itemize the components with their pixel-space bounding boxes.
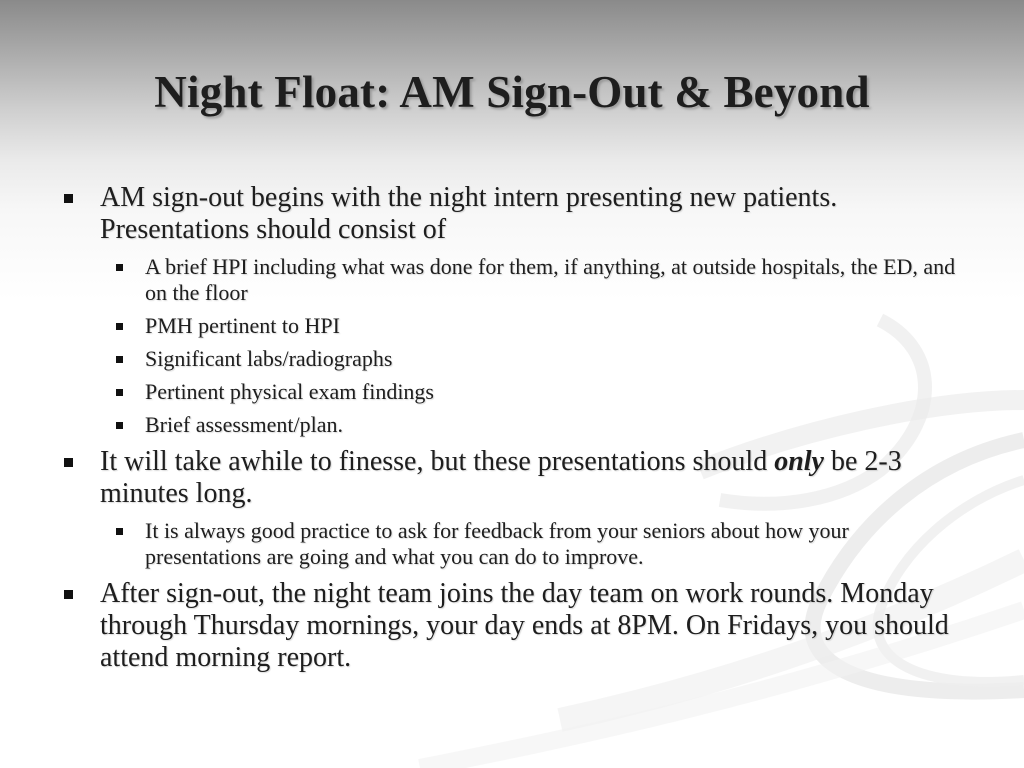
slide-body [60,182,960,682]
sub-bullet-item [100,346,960,372]
bullet-item [60,578,960,674]
square-bullet-icon [64,590,73,599]
bullet-item [60,446,960,570]
square-bullet-icon [64,458,73,467]
bullet-item [60,182,960,438]
sub-bullet-text: Pertinent physical exam findings [145,379,434,404]
sub-bullet-item [100,518,960,570]
square-bullet-icon [64,194,73,203]
square-bullet-icon [116,264,123,271]
sub-bullet-text: Brief assessment/plan. [145,412,343,437]
sub-bullet-text: PMH pertinent to HPI [145,313,340,338]
bullet-text: After sign-out, the night team joins the day team on work rounds. Monday through Thursday mornings, your day ends at 8PM. On Fridays, you should attend morning report. [100,578,949,673]
sub-bullet-text: It is always good practice to ask for feedback from your seniors about how your presentations are going and what you can do to improve. [145,518,849,569]
sub-bullet-list [100,254,960,438]
bullet-list [60,182,960,674]
sub-bullet-item [100,254,960,306]
square-bullet-icon [116,528,123,535]
bullet-text-part: It will take awhile to finesse, but these presentations should [100,446,775,477]
sub-bullet-item [100,412,960,438]
sub-bullet-item [100,379,960,405]
slide-title: Night Float: AM Sign-Out & Beyond [154,67,870,117]
square-bullet-icon [116,356,123,363]
bullet-emphasis-text: only [774,446,824,477]
square-bullet-icon [116,422,123,429]
sub-bullet-list [100,518,960,570]
bullet-text-part: be 2-3 minutes long. [100,446,902,509]
bullet-text: AM sign-out begins with the night intern presenting new patients. Presentations should consist of [100,182,838,245]
sub-bullet-text: Significant labs/radiographs [145,346,393,371]
square-bullet-icon [116,323,123,330]
sub-bullet-text: A brief HPI including what was done for them, if anything, at outside hospitals, the ED, and on the floor [145,254,956,305]
square-bullet-icon [116,389,123,396]
sub-bullet-item [100,313,960,339]
